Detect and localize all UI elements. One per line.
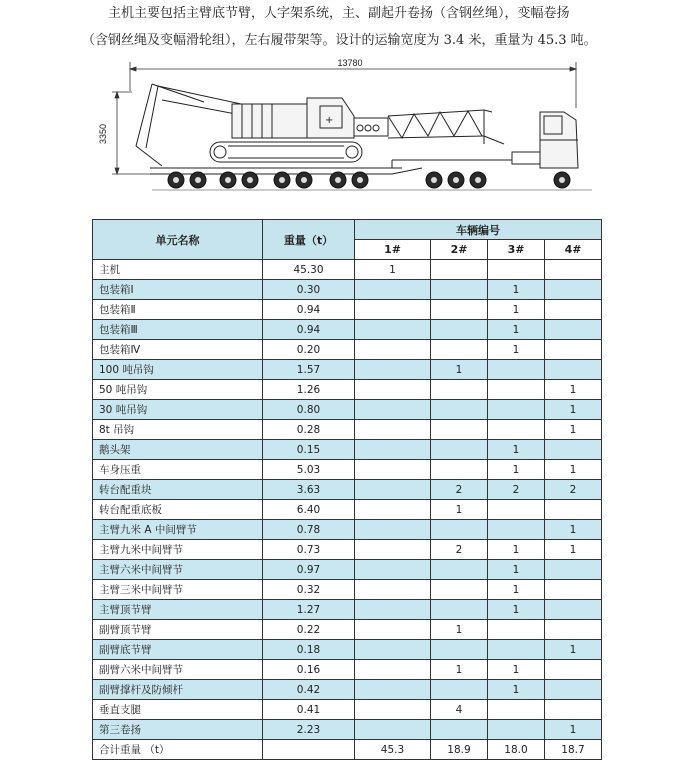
table-body	[93, 260, 602, 760]
row-vehicle-1	[355, 320, 431, 340]
row-vehicle-4	[545, 320, 602, 340]
table-row	[93, 400, 602, 420]
row-vehicle-4: 1	[545, 520, 602, 540]
row-vehicle-1	[355, 520, 431, 540]
row-weight: 1.26	[263, 380, 355, 400]
row-vehicle-2	[431, 380, 488, 400]
row-vehicle-1	[355, 580, 431, 600]
row-vehicle-2: 1	[431, 660, 488, 680]
row-vehicle-2	[431, 280, 488, 300]
row-name: 副臂底节臂	[93, 640, 263, 660]
table-row	[93, 440, 602, 460]
row-weight: 0.80	[263, 400, 355, 420]
row-vehicle-2	[431, 600, 488, 620]
row-name: 50 吨吊钩	[93, 380, 263, 400]
row-name: 包装箱Ⅲ	[93, 320, 263, 340]
row-vehicle-4	[545, 660, 602, 680]
table-row	[93, 580, 602, 600]
row-name: 主臂九米中间臂节	[93, 540, 263, 560]
header-vehicle-no: 车辆编号	[355, 220, 602, 240]
intro-line-2: （含钢丝绳及变幅滑轮组），左右履带架等。设计的运输宽度为 3.4 米，重量为 45.3 吨。	[82, 33, 597, 48]
row-name: 第三卷扬	[93, 720, 263, 740]
row-vehicle-3: 1	[488, 460, 545, 480]
row-vehicle-2: 1	[431, 500, 488, 520]
row-vehicle-3	[488, 360, 545, 380]
row-vehicle-1	[355, 280, 431, 300]
transport-allocation-table	[92, 219, 602, 760]
table-row	[93, 360, 602, 380]
row-vehicle-1	[355, 460, 431, 480]
row-vehicle-4: 1	[545, 420, 602, 440]
row-vehicle-3: 1	[488, 300, 545, 320]
row-vehicle-3	[488, 520, 545, 540]
total-vehicle-1: 45.3	[355, 740, 431, 760]
table-row	[93, 260, 602, 280]
row-name: 鹅头架	[93, 440, 263, 460]
row-vehicle-3	[488, 720, 545, 740]
row-vehicle-2	[431, 640, 488, 660]
row-name: 8t 吊钩	[93, 420, 263, 440]
row-vehicle-4	[545, 440, 602, 460]
table-row	[93, 480, 602, 500]
row-name: 转台配重底板	[93, 500, 263, 520]
row-vehicle-2	[431, 720, 488, 740]
table-row	[93, 600, 602, 620]
row-vehicle-4: 1	[545, 460, 602, 480]
row-vehicle-4	[545, 260, 602, 280]
row-vehicle-2: 4	[431, 700, 488, 720]
row-name: 副臂六米中间臂节	[93, 660, 263, 680]
row-vehicle-3: 1	[488, 600, 545, 620]
row-vehicle-3: 1	[488, 320, 545, 340]
width-dimension	[130, 62, 576, 108]
row-vehicle-3: 2	[488, 480, 545, 500]
row-vehicle-4: 2	[545, 480, 602, 500]
row-vehicle-4	[545, 620, 602, 640]
row-name: 包装箱Ⅰ	[93, 280, 263, 300]
row-vehicle-2	[431, 560, 488, 580]
row-vehicle-4	[545, 700, 602, 720]
row-weight: 0.78	[263, 520, 355, 540]
row-vehicle-2	[431, 260, 488, 280]
row-vehicle-4: 1	[545, 380, 602, 400]
row-weight: 0.94	[263, 320, 355, 340]
row-name: 主臂九米 A 中间臂节	[93, 520, 263, 540]
row-vehicle-4	[545, 500, 602, 520]
row-vehicle-1	[355, 360, 431, 380]
header-vehicle-3: 3#	[488, 240, 545, 260]
intro-line-1: 主机主要包括主臂底节臂，人字架系统，主、副起升卷扬（含钢丝绳），变幅卷扬	[108, 6, 570, 21]
row-name: 垂直支腿	[93, 700, 263, 720]
row-vehicle-2	[431, 440, 488, 460]
row-name: 包装箱Ⅳ	[93, 340, 263, 360]
row-vehicle-2	[431, 680, 488, 700]
header-vehicle-1: 1#	[355, 240, 431, 260]
row-vehicle-2: 2	[431, 540, 488, 560]
table-row	[93, 660, 602, 680]
table-row	[93, 560, 602, 580]
height-dimension-label: 3350	[98, 123, 108, 145]
header-weight: 重量（t）	[263, 220, 355, 260]
row-vehicle-3	[488, 260, 545, 280]
table-row	[93, 540, 602, 560]
row-name: 主机	[93, 260, 263, 280]
row-weight: 0.16	[263, 660, 355, 680]
row-vehicle-1	[355, 400, 431, 420]
row-name: 主臂三米中间臂节	[93, 580, 263, 600]
row-vehicle-3: 1	[488, 660, 545, 680]
total-vehicle-3: 18.0	[488, 740, 545, 760]
row-weight: 0.30	[263, 280, 355, 300]
row-weight: 6.40	[263, 500, 355, 520]
width-dimension-label: 13780	[337, 58, 363, 68]
row-vehicle-3: 1	[488, 540, 545, 560]
row-vehicle-2	[431, 340, 488, 360]
row-vehicle-1	[355, 340, 431, 360]
header-vehicle-4: 4#	[545, 240, 602, 260]
row-vehicle-2: 2	[431, 480, 488, 500]
header-vehicle-2: 2#	[431, 240, 488, 260]
row-vehicle-4	[545, 560, 602, 580]
row-vehicle-1	[355, 680, 431, 700]
row-vehicle-4	[545, 300, 602, 320]
row-weight: 0.18	[263, 640, 355, 660]
row-weight: 0.73	[263, 540, 355, 560]
row-vehicle-1	[355, 480, 431, 500]
total-vehicle-2: 18.9	[431, 740, 488, 760]
row-name: 副臂顶节臂	[93, 620, 263, 640]
row-vehicle-1	[355, 700, 431, 720]
row-vehicle-3	[488, 640, 545, 660]
table-row	[93, 280, 602, 300]
table-row	[93, 380, 602, 400]
row-vehicle-2	[431, 420, 488, 440]
table-row	[93, 520, 602, 540]
row-vehicle-3	[488, 420, 545, 440]
svg-text:+: +	[325, 115, 334, 126]
row-vehicle-2	[431, 520, 488, 540]
row-vehicle-1	[355, 660, 431, 680]
row-vehicle-4	[545, 680, 602, 700]
row-vehicle-1	[355, 440, 431, 460]
row-vehicle-2	[431, 400, 488, 420]
row-vehicle-4: 1	[545, 640, 602, 660]
table-row	[93, 420, 602, 440]
row-vehicle-2	[431, 460, 488, 480]
row-name: 30 吨吊钩	[93, 400, 263, 420]
row-name: 副臂撑杆及防倾杆	[93, 680, 263, 700]
total-row	[93, 740, 602, 760]
row-vehicle-1	[355, 600, 431, 620]
row-vehicle-4	[545, 360, 602, 380]
row-vehicle-1	[355, 540, 431, 560]
row-vehicle-3: 1	[488, 440, 545, 460]
row-vehicle-1	[355, 500, 431, 520]
total-vehicle-4: 18.7	[545, 740, 602, 760]
row-vehicle-4: 1	[545, 540, 602, 560]
row-vehicle-3	[488, 700, 545, 720]
row-vehicle-1	[355, 640, 431, 660]
table-row	[93, 500, 602, 520]
row-vehicle-3	[488, 380, 545, 400]
total-name: 合计重量 （t）	[93, 740, 263, 760]
row-weight: 1.57	[263, 360, 355, 380]
table-row	[93, 320, 602, 340]
row-vehicle-3	[488, 500, 545, 520]
row-weight: 0.20	[263, 340, 355, 360]
row-vehicle-1: 1	[355, 260, 431, 280]
height-dimension	[112, 92, 150, 174]
row-vehicle-3: 1	[488, 280, 545, 300]
row-vehicle-3: 1	[488, 340, 545, 360]
row-vehicle-4: 1	[545, 400, 602, 420]
table-row	[93, 340, 602, 360]
header-unit-name: 单元名称	[93, 220, 263, 260]
row-weight: 45.30	[263, 260, 355, 280]
crane-outline	[136, 84, 578, 174]
row-weight: 0.41	[263, 700, 355, 720]
total-weight	[263, 740, 355, 760]
row-weight: 0.15	[263, 440, 355, 460]
row-vehicle-3: 1	[488, 580, 545, 600]
row-name: 转台配重块	[93, 480, 263, 500]
row-vehicle-1	[355, 420, 431, 440]
table-row	[93, 620, 602, 640]
row-vehicle-3: 1	[488, 560, 545, 580]
row-name: 包装箱Ⅱ	[93, 300, 263, 320]
row-vehicle-3	[488, 620, 545, 640]
row-vehicle-1	[355, 620, 431, 640]
table-row	[93, 720, 602, 740]
row-vehicle-1	[355, 720, 431, 740]
row-vehicle-2: 1	[431, 360, 488, 380]
intro-paragraph	[82, 0, 622, 54]
row-vehicle-1	[355, 300, 431, 320]
row-vehicle-3	[488, 400, 545, 420]
row-weight: 0.28	[263, 420, 355, 440]
row-vehicle-3: 1	[488, 680, 545, 700]
row-vehicle-4	[545, 280, 602, 300]
row-vehicle-2	[431, 320, 488, 340]
row-weight: 0.42	[263, 680, 355, 700]
row-weight: 3.63	[263, 480, 355, 500]
row-vehicle-1	[355, 380, 431, 400]
table-row	[93, 300, 602, 320]
table-row	[93, 640, 602, 660]
table-row	[93, 700, 602, 720]
row-weight: 0.97	[263, 560, 355, 580]
row-vehicle-2	[431, 300, 488, 320]
row-vehicle-2: 1	[431, 620, 488, 640]
row-vehicle-1	[355, 560, 431, 580]
row-name: 主臂顶节臂	[93, 600, 263, 620]
table-row	[93, 460, 602, 480]
row-vehicle-4: 1	[545, 720, 602, 740]
row-weight: 5.03	[263, 460, 355, 480]
table-row	[93, 680, 602, 700]
crane-transport-drawing	[92, 56, 612, 208]
row-weight: 1.27	[263, 600, 355, 620]
row-vehicle-4	[545, 600, 602, 620]
row-vehicle-2	[431, 580, 488, 600]
row-name: 100 吨吊钩	[93, 360, 263, 380]
row-name: 车身压重	[93, 460, 263, 480]
row-weight: 2.23	[263, 720, 355, 740]
row-weight: 0.94	[263, 300, 355, 320]
row-name: 主臂六米中间臂节	[93, 560, 263, 580]
row-vehicle-4	[545, 580, 602, 600]
row-vehicle-4	[545, 340, 602, 360]
row-weight: 0.22	[263, 620, 355, 640]
row-weight: 0.32	[263, 580, 355, 600]
